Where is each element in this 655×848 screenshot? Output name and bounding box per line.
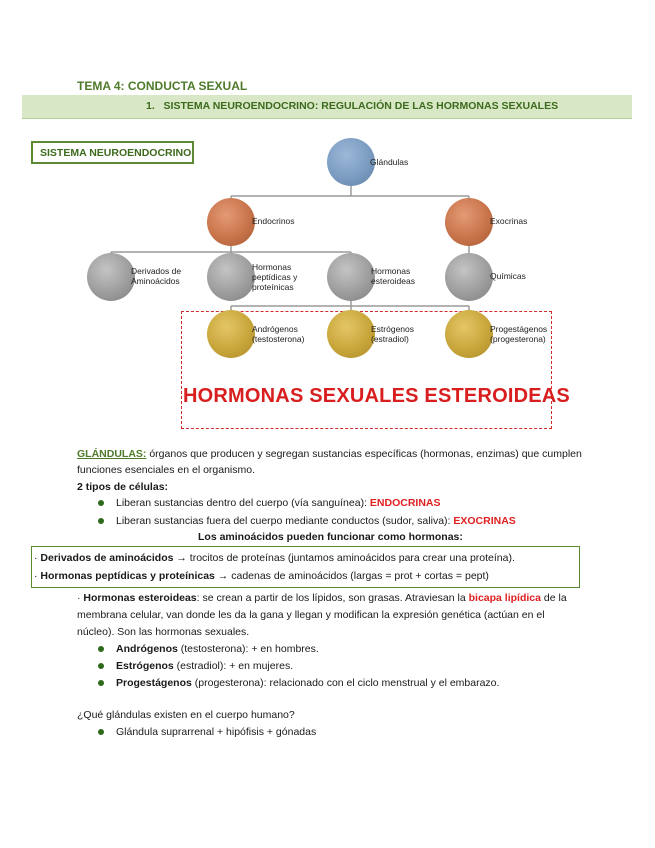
bullet-icon [98,646,104,652]
tipo-endocrinas: Liberan sustancias dentro del cuerpo (vía sanguínea): ENDOCRINAS [116,497,441,509]
bullet-icon [98,518,104,524]
esteroideas-line2: membrana celular, van donde les da la gana y llegan y modifican la expresión genética (actúan en el [77,609,545,621]
derivados-line: · Derivados de aminoácidos → trocitos de proteínas (juntamos aminoácidos para crear una proteína). [34,552,515,564]
glandulas-term: GLÁNDULAS: [77,448,147,460]
tipo-exocrinas: Liberan sustancias fuera del cuerpo mediante conductos (sudor, saliva): EXOCRINAS [116,515,516,527]
aminoacidos-heading: Los aminoácidos pueden funcionar como hormonas: [198,531,463,543]
document-title: TEMA 4: CONDUCTA SEXUAL [77,79,248,93]
label-androgenos: Andrógenos (testosterona) [252,324,305,344]
label-progestagenos: Progestágenos (progesterona) [490,324,548,344]
label-quimicas: Químicas [490,271,526,281]
glandulas-definition-line1: GLÁNDULAS: órganos que producen y segregan sustancias específicas (hormonas, enzimas) que cumplen [77,448,582,460]
node-progestagenos [445,310,493,358]
section-number: 1. [146,100,155,112]
section-title: SISTEMA NEUROENDOCRINO: REGULACIÓN DE LAS HORMONAS SEXUALES [163,100,559,112]
label-endocrinos: Endocrinos [252,216,295,226]
list-item: Progestágenos (progesterona): relacionado con el ciclo menstrual y el embarazo. [116,677,500,689]
label-derivados: Derivados de Aminoácidos [131,266,182,286]
list-item: Estrógenos (estradiol): + en mujeres. [116,660,294,672]
node-glandulas [327,138,375,186]
label-esteroideas: Hormonas esteroideas [371,266,415,286]
node-peptidicas [207,253,255,301]
answer: Glándula suprarrenal + hipófisis + gónadas [116,726,317,738]
bullet-icon [98,500,104,506]
diagram-label-box: SISTEMA NEUROENDOCRINO [31,141,194,164]
list-item: Andrógenos (testosterona): + en hombres. [116,643,319,655]
label-estrogenos: Estrógenos (estradiol) [371,324,414,344]
question: ¿Qué glándulas existen en el cuerpo humano? [77,709,295,721]
tipos-heading: 2 tipos de células: [77,481,169,493]
highlight-title: HORMONAS SEXUALES ESTEROIDEAS [183,385,570,407]
label-peptidicas: Hormonas peptídicas y proteínicas [252,262,298,292]
label-glandulas: Glándulas [370,157,409,167]
node-exocrinas [445,198,493,246]
node-derivados [87,253,135,301]
node-androgenos [207,310,255,358]
bullet-icon [98,680,104,686]
node-quimicas [445,253,493,301]
peptidicas-line: · Hormonas peptídicas y proteínicas → cadenas de aminoácidos (largas = prot + cortas = pept) [34,570,489,582]
node-estrogenos [327,310,375,358]
glandulas-definition-line2: funciones esenciales en el organismo. [77,464,256,476]
node-esteroideas [327,253,375,301]
esteroideas-line3: núcleo). Son las hormonas sexuales. [77,626,250,638]
node-endocrinos [207,198,255,246]
label-exocrinas: Exocrinas [490,216,528,226]
bullet-icon [98,663,104,669]
esteroideas-line1: · Hormonas esteroideas: se crean a partir de los lípidos, son grasas. Atraviesan la bicapa lipídica de la [77,592,567,604]
bullet-icon [98,729,104,735]
